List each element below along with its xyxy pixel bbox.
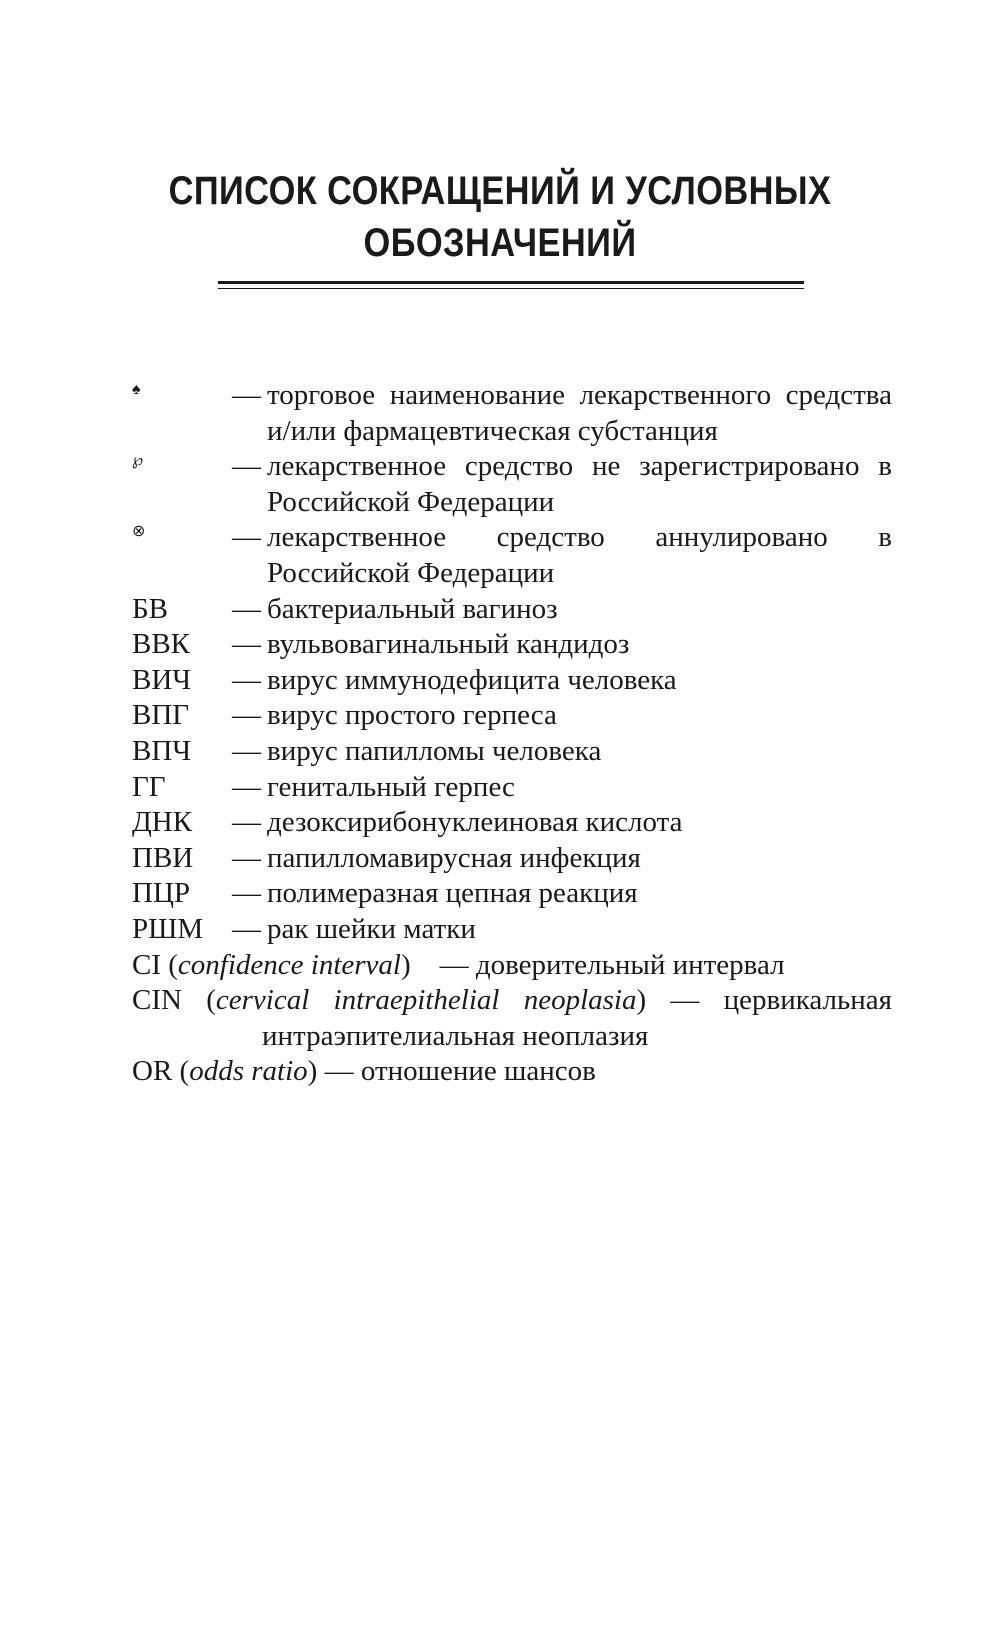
entry-dash: —	[232, 450, 261, 483]
entry-dash: —	[232, 628, 261, 661]
entry-term: ВИЧ	[132, 663, 192, 696]
entry-term: ГГ	[132, 770, 166, 803]
entry-term: РШМ	[132, 912, 204, 945]
title-line-1: СПИСОК СОКРАЩЕНИЙ И УСЛОВНЫХ	[168, 169, 832, 213]
glossary-entry	[132, 520, 892, 591]
spade-icon: ♠	[132, 381, 141, 398]
entry-term: ПВИ	[132, 841, 194, 874]
abbreviation-list	[132, 378, 892, 1090]
entry-definition: вирус иммунодефицита человека	[267, 663, 677, 696]
entry-term: ДНК	[132, 806, 193, 839]
glossary-entry	[132, 841, 892, 877]
entry-term: CIN	[132, 984, 182, 1017]
glossary-entry: OR (odds ratio) — отношение шансов	[132, 1055, 596, 1088]
entry-definition: вульвовагинальный кандидоз	[267, 628, 630, 661]
entry-expansion: cervical intraepithelial neoplasia	[215, 984, 637, 1017]
entry-dash: —	[439, 948, 469, 981]
entry-dash: —	[232, 699, 261, 732]
entry-dash: —	[232, 877, 261, 910]
entry-definition: рак шейки матки	[267, 912, 476, 945]
glossary-entry	[132, 912, 892, 948]
entry-term: ВПГ	[132, 699, 190, 732]
page-title	[70, 165, 930, 269]
entry-definition: отношение шансов	[360, 1055, 596, 1088]
entry-dash: —	[232, 770, 261, 803]
entry-definition: папилломавирусная инфекция	[267, 841, 641, 874]
glossary-entry: CI (confidence interval) — доверительный интервал	[132, 948, 785, 981]
entry-dash: —	[232, 806, 261, 839]
entry-definition: генитальный герпес	[267, 770, 515, 803]
entry-definition: дезоксирибонуклеиновая кислота	[267, 806, 683, 839]
glossary-entry	[132, 378, 892, 449]
entry-term: БВ	[132, 592, 168, 625]
unregistered-drug-icon: ℘	[132, 452, 144, 470]
glossary-entry	[132, 698, 892, 734]
entry-definition-continued: интраэпителиальная неоплазия	[262, 1019, 649, 1052]
entry-dash: —	[232, 663, 261, 696]
entry-definition: бактериальный вагиноз	[267, 592, 558, 625]
glossary-entry	[132, 449, 892, 520]
entry-definition: полимеразная цепная реакция	[267, 877, 638, 910]
title-rule-thick	[218, 281, 804, 284]
entry-definition: вирус простого герпеса	[267, 699, 557, 732]
entry-expansion: confidence interval	[177, 948, 401, 981]
glossary-entry	[132, 592, 892, 628]
entry-term: OR	[132, 1055, 173, 1088]
glossary-entry	[132, 770, 892, 806]
glossary-entry	[132, 734, 892, 770]
entry-dash: —	[232, 592, 261, 625]
entry-dash: —	[670, 984, 700, 1017]
glossary-entry	[132, 876, 892, 912]
glossary-entry	[132, 805, 892, 841]
entry-term: ПЦР	[132, 877, 191, 910]
entry-definition: торговое наименование лекарственного средства и/или фармацевтическая субстанция	[267, 379, 892, 447]
entry-term: ВПЧ	[132, 734, 192, 767]
entry-definition: доверительный интервал	[475, 948, 785, 981]
glossary-entry	[132, 627, 892, 663]
glossary-entry	[132, 663, 892, 699]
entry-definition: лекарственное средство не зарегистрировано в Российской Федерации	[267, 450, 892, 518]
entry-term: ВВК	[132, 628, 191, 661]
entry-definition: вирус папилломы человека	[267, 734, 602, 767]
entry-dash: —	[324, 1055, 354, 1088]
entry-expansion: odds ratio	[189, 1055, 308, 1088]
entry-term: CI	[132, 948, 161, 981]
entry-dash: —	[232, 841, 261, 874]
title-rule-thin	[218, 288, 804, 289]
entry-definition: лекарственное средство аннулировано в Российской Федерации	[267, 521, 892, 589]
entry-dash: —	[232, 734, 261, 767]
title-line-2: ОБОЗНАЧЕНИЙ	[363, 221, 637, 265]
entry-dash: —	[232, 521, 261, 554]
entry-dash: —	[232, 379, 261, 411]
glossary-entry: CIN (cervical intraepithelial neoplasia) — цервикальная интраэпителиальная неоплазия	[132, 983, 892, 1054]
circled-x-icon: ⊗	[132, 523, 146, 541]
entry-dash: —	[232, 912, 261, 945]
